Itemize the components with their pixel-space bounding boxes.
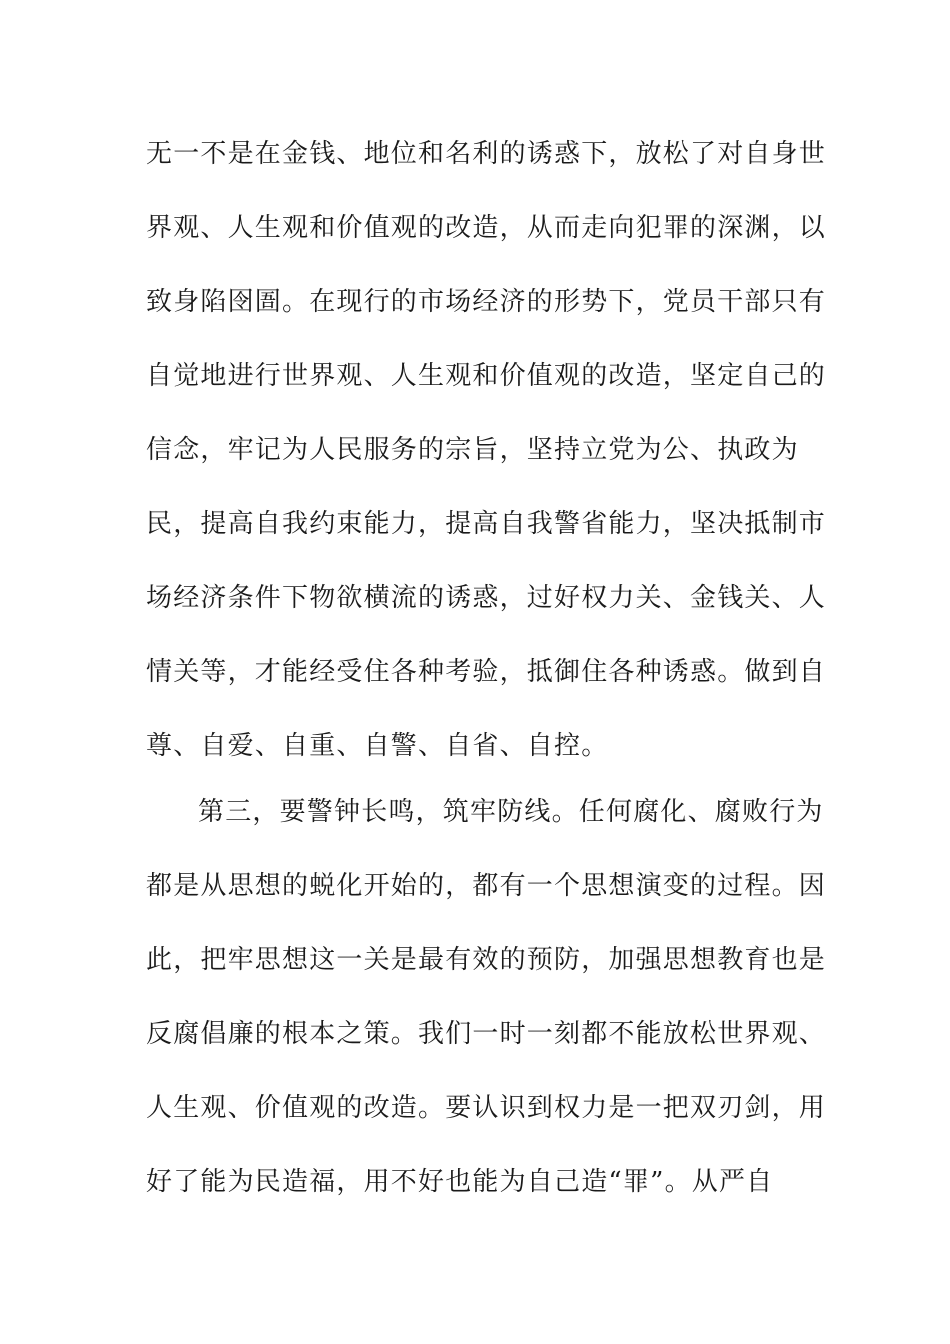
text-line: 此，把牢思想这一关是最有效的预防，加强思想教育也是 — [146, 945, 827, 975]
text-line: 好了能为民造福，用不好也能为自己造“罪”。从严自 — [146, 1167, 774, 1197]
text-line: 场经济条件下物欲横流的诱惑，过好权力关、金钱关、人 — [146, 583, 827, 613]
text-line: 民，提高自我约束能力，提高自我警省能力，坚决抵制市 — [146, 509, 827, 539]
text-line: 尊、自爱、自重、自警、自省、自控。 — [146, 731, 609, 761]
paragraph-first-line: 第三，要警钟长鸣，筑牢防线。任何腐化、腐败行为 — [198, 797, 824, 827]
text-line: 反腐倡廉的根本之策。我们一时一刻都不能放松世界观、 — [146, 1019, 827, 1049]
text-line: 致身陷囹圄。在现行的市场经济的形势下，党员干部只有 — [146, 287, 827, 317]
text-line: 情关等，才能经受住各种考验，抵御住各种诱惑。做到自 — [146, 657, 827, 687]
text-line: 人生观、价值观的改造。要认识到权力是一把双刃剑，用 — [146, 1093, 827, 1123]
text-line: 无一不是在金钱、地位和名利的诱惑下，放松了对自身世 — [146, 139, 827, 169]
text-line: 自觉地进行世界观、人生观和价值观的改造，坚定自己的 — [146, 361, 827, 391]
text-line: 界观、人生观和价值观的改造，从而走向犯罪的深渊，以 — [146, 213, 827, 243]
text-line: 信念，牢记为人民服务的宗旨，坚持立党为公、执政为 — [146, 435, 799, 465]
text-line: 都是从思想的蜕化开始的，都有一个思想演变的过程。因 — [146, 871, 827, 901]
